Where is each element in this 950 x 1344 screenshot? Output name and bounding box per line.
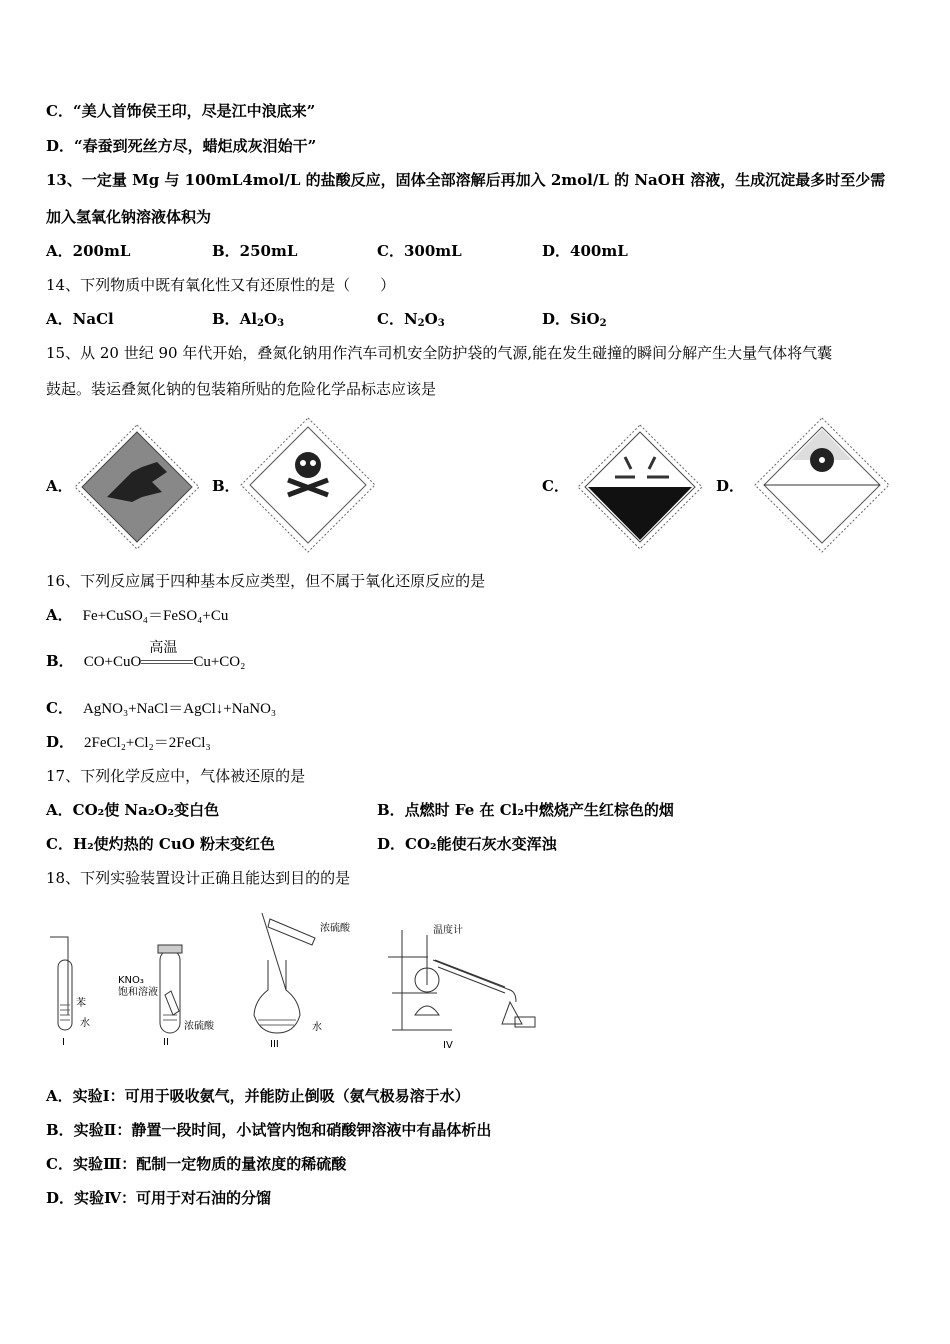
explosive-hazard-sign <box>72 422 202 552</box>
label-benzene: 苯 <box>76 998 86 1009</box>
label-sulfuric-acid: 浓硫酸 <box>320 923 350 934</box>
toxic-hazard-sign <box>238 415 378 555</box>
q17-option-a: A．CO₂使 Na₂O₂变白色 <box>46 801 220 819</box>
q17-option-d: D．CO₂能使石灰水变浑浊 <box>377 835 557 853</box>
q15-label-c: C． <box>542 477 569 495</box>
q18-option-d: D．实验Ⅳ：可用于对石油的分馏 <box>46 1189 272 1207</box>
q16-option-a <box>46 605 228 626</box>
q18-option-c: C．实验Ⅲ：配制一定物质的量浓度的稀硫酸 <box>46 1155 347 1173</box>
label-kno3: KNO₃ <box>118 975 144 986</box>
label: C． <box>46 699 73 717</box>
sub: 2 <box>417 318 425 329</box>
label-iv: IV <box>443 1040 453 1051</box>
q14-option-c <box>377 309 445 334</box>
sub: 3 <box>437 318 445 329</box>
sub: 2 <box>599 318 607 329</box>
label-i: I <box>62 1037 65 1048</box>
label: B． <box>46 652 74 670</box>
corrosive-hazard-sign <box>575 422 705 552</box>
q17-option-c: C．H₂使灼热的 CuO 粉末变红色 <box>46 835 276 853</box>
apparatus-ii <box>158 945 182 1033</box>
equation: 2FeCl₂+Cl₂＝2FeCl₃ <box>84 735 211 751</box>
q18-stem: 18、下列实验装置设计正确且能达到目的的是 <box>46 869 351 887</box>
q15-stem-line2: 鼓起。装运叠氮化钠的包装箱所贴的危险化学品标志应该是 <box>46 380 437 398</box>
q13-option-a: A．200mL <box>46 242 131 260</box>
q15-stem-line1: 15、从 20 世纪 90 年代开始，叠氮化钠用作汽车司机安全防护袋的气源,能在发生碰撞的瞬间分解产生大量气体将气囊 <box>46 344 833 362</box>
label-saturated-solution: 饱和溶液 <box>118 987 158 998</box>
q13-option-c: C．300mL <box>377 242 462 260</box>
equation-right: Cu+CO₂ <box>193 654 246 670</box>
label: A． <box>46 606 73 624</box>
q16-stem: 16、下列反应属于四种基本反应类型，但不属于氧化还原反应的是 <box>46 572 486 590</box>
q12-option-d: D．“春蚕到死丝方尽，蜡炬成灰泪始干” <box>46 137 317 155</box>
label: D． <box>46 733 75 751</box>
equals-sign <box>141 660 193 664</box>
apparatus-iii <box>254 913 315 1033</box>
q13-option-b: B．250mL <box>212 242 298 260</box>
label: A． <box>46 310 73 328</box>
formula: O <box>424 310 438 328</box>
q14-option-a <box>46 309 114 329</box>
label-water: 水 <box>80 1018 90 1029</box>
formula: O <box>264 310 278 328</box>
label-iii: III <box>270 1039 279 1050</box>
q14-option-d <box>542 309 607 334</box>
q16-option-d <box>46 732 211 753</box>
q17-option-b: B．点燃时 Fe 在 Cl₂中燃烧产生红棕色的烟 <box>377 801 674 819</box>
radioactive-hazard-sign <box>752 415 892 555</box>
formula: SiO <box>570 310 600 328</box>
formula: N <box>403 310 418 328</box>
q13-stem-line1: 13、一定量 Mg 与 100mL4mol/L 的盐酸反应，固体全部溶解后再加入 2mol/L 的 NaOH 溶液，生成沉淀最多时至少需 <box>46 171 886 189</box>
formula: Al <box>239 310 258 328</box>
apparatus-iv <box>388 930 535 1030</box>
label-thermometer: 温度计 <box>433 925 463 936</box>
formula: NaCl <box>72 310 114 328</box>
apparatus-i <box>50 937 72 1030</box>
label-sulfuric-acid: 浓硫酸 <box>184 1021 214 1032</box>
q15-label-a: A． <box>46 477 73 495</box>
label: C． <box>377 310 404 328</box>
label-ii: II <box>163 1037 169 1048</box>
label: B． <box>212 310 240 328</box>
q15-label-d: D． <box>716 477 745 495</box>
q13-stem-line2: 加入氢氧化钠溶液体积为 <box>46 208 212 226</box>
equation-left: CO+CuO <box>83 654 142 670</box>
q18-option-a: A．实验Ⅰ：可用于吸收氨气，并能防止倒吸（氨气极易溶于水） <box>46 1087 470 1105</box>
label: D． <box>542 310 571 328</box>
q13-option-d: D．400mL <box>542 242 628 260</box>
sub: 3 <box>277 318 285 329</box>
equation: AgNO₃+NaCl＝AgCl↓+NaNO₃ <box>82 701 277 717</box>
q17-stem: 17、下列化学反应中，气体被还原的是 <box>46 767 306 785</box>
q12-option-c: C．“美人首饰侯王印，尽是江中浪底来” <box>46 102 316 120</box>
q16-option-b <box>46 640 246 672</box>
q16-option-c <box>46 698 276 719</box>
q14-stem: 14、下列物质中既有氧化性又有还原性的是（ ） <box>46 276 396 294</box>
label-water: 水 <box>312 1022 322 1033</box>
q14-option-b <box>212 309 284 334</box>
sub: 2 <box>257 318 264 329</box>
reaction-condition: 高温 <box>149 640 178 656</box>
q15-label-b: B． <box>212 477 240 495</box>
equation: Fe+CuSO₄＝FeSO₄+Cu <box>82 608 229 624</box>
experiment-apparatus-figure <box>40 905 560 1055</box>
q18-option-b: B．实验Ⅱ：静置一段时间，小试管内饱和硝酸钾溶液中有晶体析出 <box>46 1121 492 1139</box>
